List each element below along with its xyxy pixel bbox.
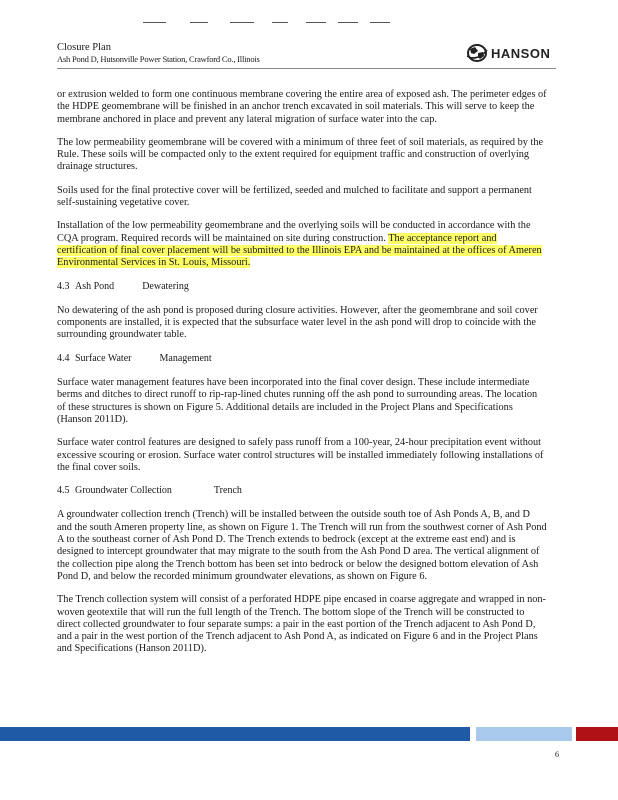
footer-bar-light-blue: [476, 727, 572, 741]
section-title-part: Surface Water: [75, 352, 132, 364]
section-number: 4.5: [57, 485, 70, 497]
paragraph-text: Installation of the low permeability geomembrane and the overlying soils will be conducted in accordance with the CQA program. Required records will be maintained on site during construction.: [57, 220, 531, 244]
top-rule-7: [370, 22, 390, 23]
logo-text: HANSON: [491, 45, 551, 61]
header-divider: [57, 68, 556, 69]
page-number: 6: [555, 750, 559, 759]
document-body: [57, 89, 547, 667]
paragraph: The low permeability geomembrane will be covered with a minimum of three feet of soil materials, as required by the Rule. These soils will be compacted only to the extent required for equipment traffic and construction of overlying drainage structures.: [57, 136, 544, 173]
footer-bar-blue: [0, 727, 470, 741]
paragraph: The Trench collection system will consist of a perforated HDPE pipe encased in coarse aggregate and wrapped in non-woven geotextile that will run the full length of the Trench. The bottom slope of the Trench will be constructed to direct collected groundwater to four separate sumps: a pair in the east portion of the Trench adjacent to Ash Pond D, and a pair in the west portion of the Trench adjacent to Ash Pond A, as indicated on Figure 6 and in the Project Plans and Specifications (Hanson 2011D).: [57, 594, 546, 655]
section-heading-4-5: [57, 485, 547, 497]
document-title: Closure Plan: [57, 42, 111, 53]
top-rule-6: [338, 22, 358, 23]
highlighted-text: The acceptance report and certification of final cover placement will be submitted to the Illinois EPA and be maintained at the offices of Ameren Environmental Services in St. Louis, Missouri.: [57, 232, 542, 269]
section-title-part: Groundwater Collection: [75, 485, 172, 497]
top-rule-3: [230, 22, 254, 23]
footer-bar: [0, 727, 618, 741]
section-number: 4.4: [57, 352, 70, 364]
section-number: 4.3: [57, 280, 70, 292]
top-rule-5: [306, 22, 326, 23]
footer-bar-red: [576, 727, 618, 741]
paragraph: Soils used for the final protective cover will be fertilized, seeded and mulched to facilitate and support a permanent self-sustaining vegetative cover.: [57, 184, 532, 209]
document-header: [57, 42, 260, 64]
top-rule-2: [190, 22, 208, 23]
paragraph: [57, 220, 547, 269]
hanson-logo: [466, 40, 566, 66]
paragraph: Surface water management features have been incorporated into the final cover design. These include intermediate berms and ditches to direct runoff to rip-rap-lined chutes running off the ash pond to surrounding areas. The location of these structures is shown on Figure 5. Additional details are included in the Project Plans and Specifications (Hanson 2011D).: [57, 377, 538, 425]
section-heading-4-3: [57, 281, 547, 293]
paragraph: Surface water control features are designed to safely pass runoff from a 100-year, 24-hour precipitation event without excessive scouring or erosion. Surface water control structures will be installed immediately following installations of the final cover soils.: [57, 437, 544, 473]
section-title-part: Management: [159, 352, 212, 364]
paragraph: No dewatering of the ash pond is proposed during closure activities. However, after the geomembrane and soil cover components are installed, it is expected that the subsurface water level in the ash pond will drop to coincide with the surrounding groundwater table.: [57, 304, 538, 341]
section-title-part: Dewatering: [142, 280, 189, 292]
section-heading-4-4: [57, 353, 547, 365]
top-rule-1: [143, 22, 166, 23]
globe-icon: [466, 43, 488, 63]
top-rule-4: [272, 22, 288, 23]
section-title-part: Ash Pond: [75, 280, 115, 292]
paragraph: A groundwater collection trench (Trench) will be installed between the outside south toe of Ash Ponds A, B, and D and the south Ameren property line, as shown on Figure 1. The Trench will run from the southwest corner of Ash Pond A to the southeast corner of Ash Pond D. The Trench extends to bedrock (except at the extreme east end) and is designed to intercept groundwater that may migrate to the south from the Ash Pond D area. The vertical alignment of the collection pipe along the Trench bottom has been set into bedrock or below the designed bottom elevation of Ash Pond D, and below the recorded minimum groundwater elevations, as shown on Figure 6.: [57, 509, 547, 582]
section-title-part: Trench: [213, 485, 242, 497]
document-subtitle: Ash Pond D, Hutsonville Power Station, Crawford Co., Illinois: [57, 54, 260, 64]
paragraph: or extrusion welded to form one continuous membrane covering the entire area of exposed ash. The perimeter edges of the HDPE geomembrane will be finished in an anchor trench excavated in soil materials. This will serve to keep the membrane anchored in place and prevent any lateral migration of surface water into the cap.: [57, 89, 547, 125]
